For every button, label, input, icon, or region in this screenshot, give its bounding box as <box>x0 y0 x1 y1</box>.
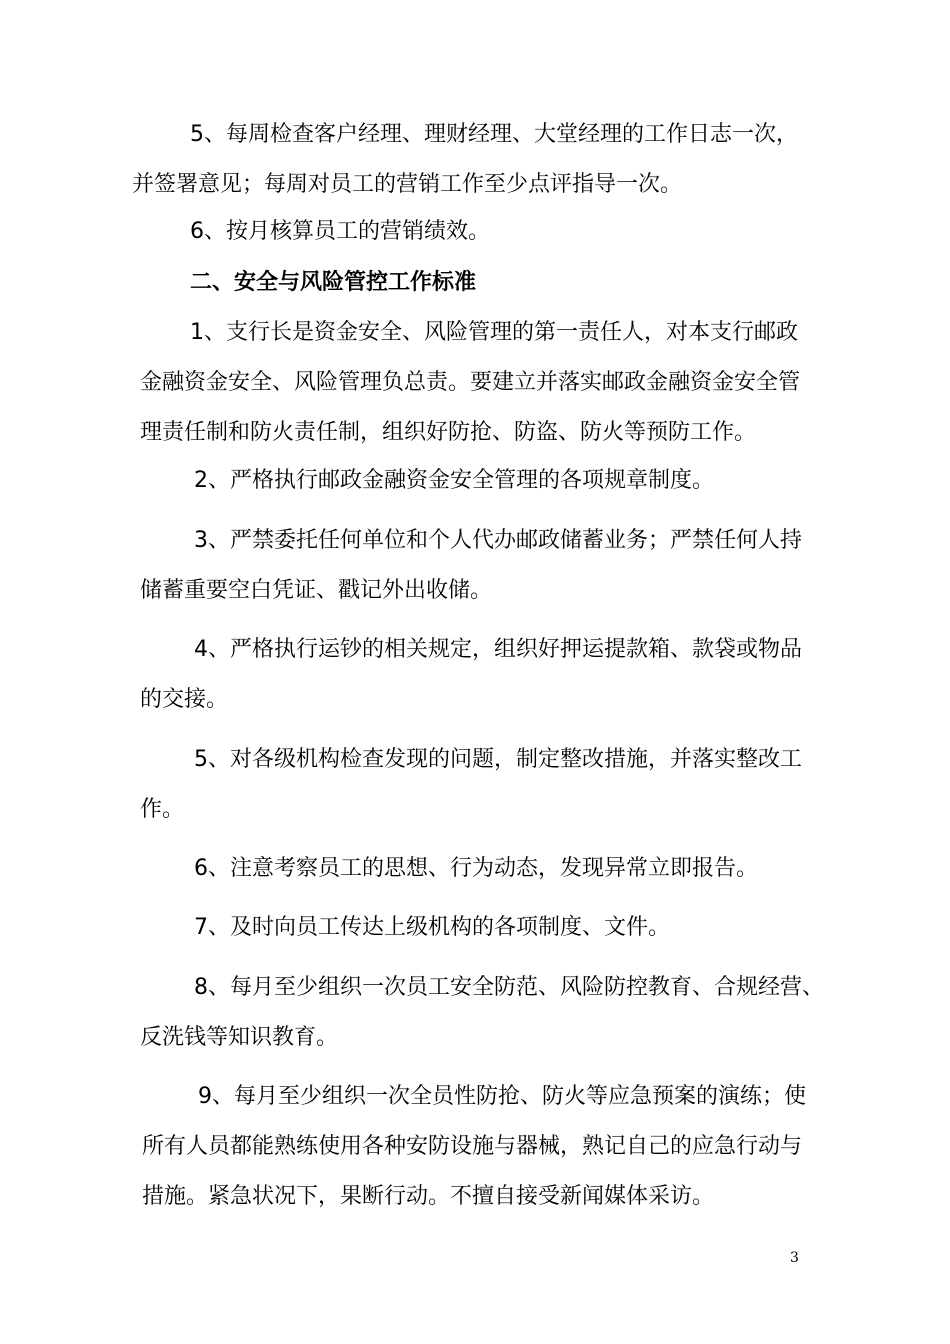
s2-item-3-line-2: 储蓄重要空白凭证、戳记外出收储。 <box>140 578 493 603</box>
s2-item-3-line-1: 3、严禁委托任何单位和个人代办邮政储蓄业务；严禁任何人持 <box>194 528 802 553</box>
s2-item-9-line-2: 所有人员都能熟练使用各种安防设施与器械，熟记自己的应急行动与 <box>142 1134 803 1159</box>
item-5-line-1: 5、每周检查客户经理、理财经理、大堂经理的工作日志一次， <box>190 122 798 147</box>
s2-item-1-line-2: 金融资金安全、风险管理负总责。要建立并落实邮政金融资金安全管 <box>140 370 801 395</box>
s2-item-7-line-1: 7、及时向员工传达上级机构的各项制度、文件。 <box>194 915 670 940</box>
s2-item-6-line-1: 6、注意考察员工的思想、行为动态，发现异常立即报告。 <box>194 856 758 881</box>
section-heading: 二、安全与风险管控工作标准 <box>190 270 477 295</box>
s2-item-8-line-1: 8、每月至少组织一次员工安全防范、风险防控教育、合规经营、 <box>194 975 824 1000</box>
s2-item-5-line-2: 作。 <box>140 797 185 822</box>
s2-item-9-line-1: 9、每月至少组织一次全员性防抢、防火等应急预案的演练；使 <box>198 1084 806 1109</box>
s2-item-2-line-1: 2、严格执行邮政金融资金安全管理的各项规章制度。 <box>194 468 714 493</box>
s2-item-8-line-2: 反洗钱等知识教育。 <box>140 1025 339 1050</box>
s2-item-1-line-3: 理责任制和防火责任制，组织好防抢、防盗、防火等预防工作。 <box>140 420 757 445</box>
s2-item-4-line-1: 4、严格执行运钞的相关规定，组织好押运提款箱、款袋或物品 <box>194 637 802 662</box>
s2-item-9-line-3: 措施。紧急状况下，果断行动。不擅自接受新闻媒体采访。 <box>142 1184 715 1209</box>
s2-item-4-line-2: 的交接。 <box>140 687 229 712</box>
s2-item-1-line-1: 1、支行长是资金安全、风险管理的第一责任人，对本支行邮政 <box>190 320 798 345</box>
item-6-line-1: 6、按月核算员工的营销绩效。 <box>190 219 490 244</box>
s2-item-5-line-1: 5、对各级机构检查发现的问题，制定整改措施，并落实整改工 <box>194 747 802 772</box>
item-5-line-2: 并签署意见；每周对员工的营销工作至少点评指导一次。 <box>132 172 683 197</box>
page-number: 3 <box>790 1250 799 1266</box>
